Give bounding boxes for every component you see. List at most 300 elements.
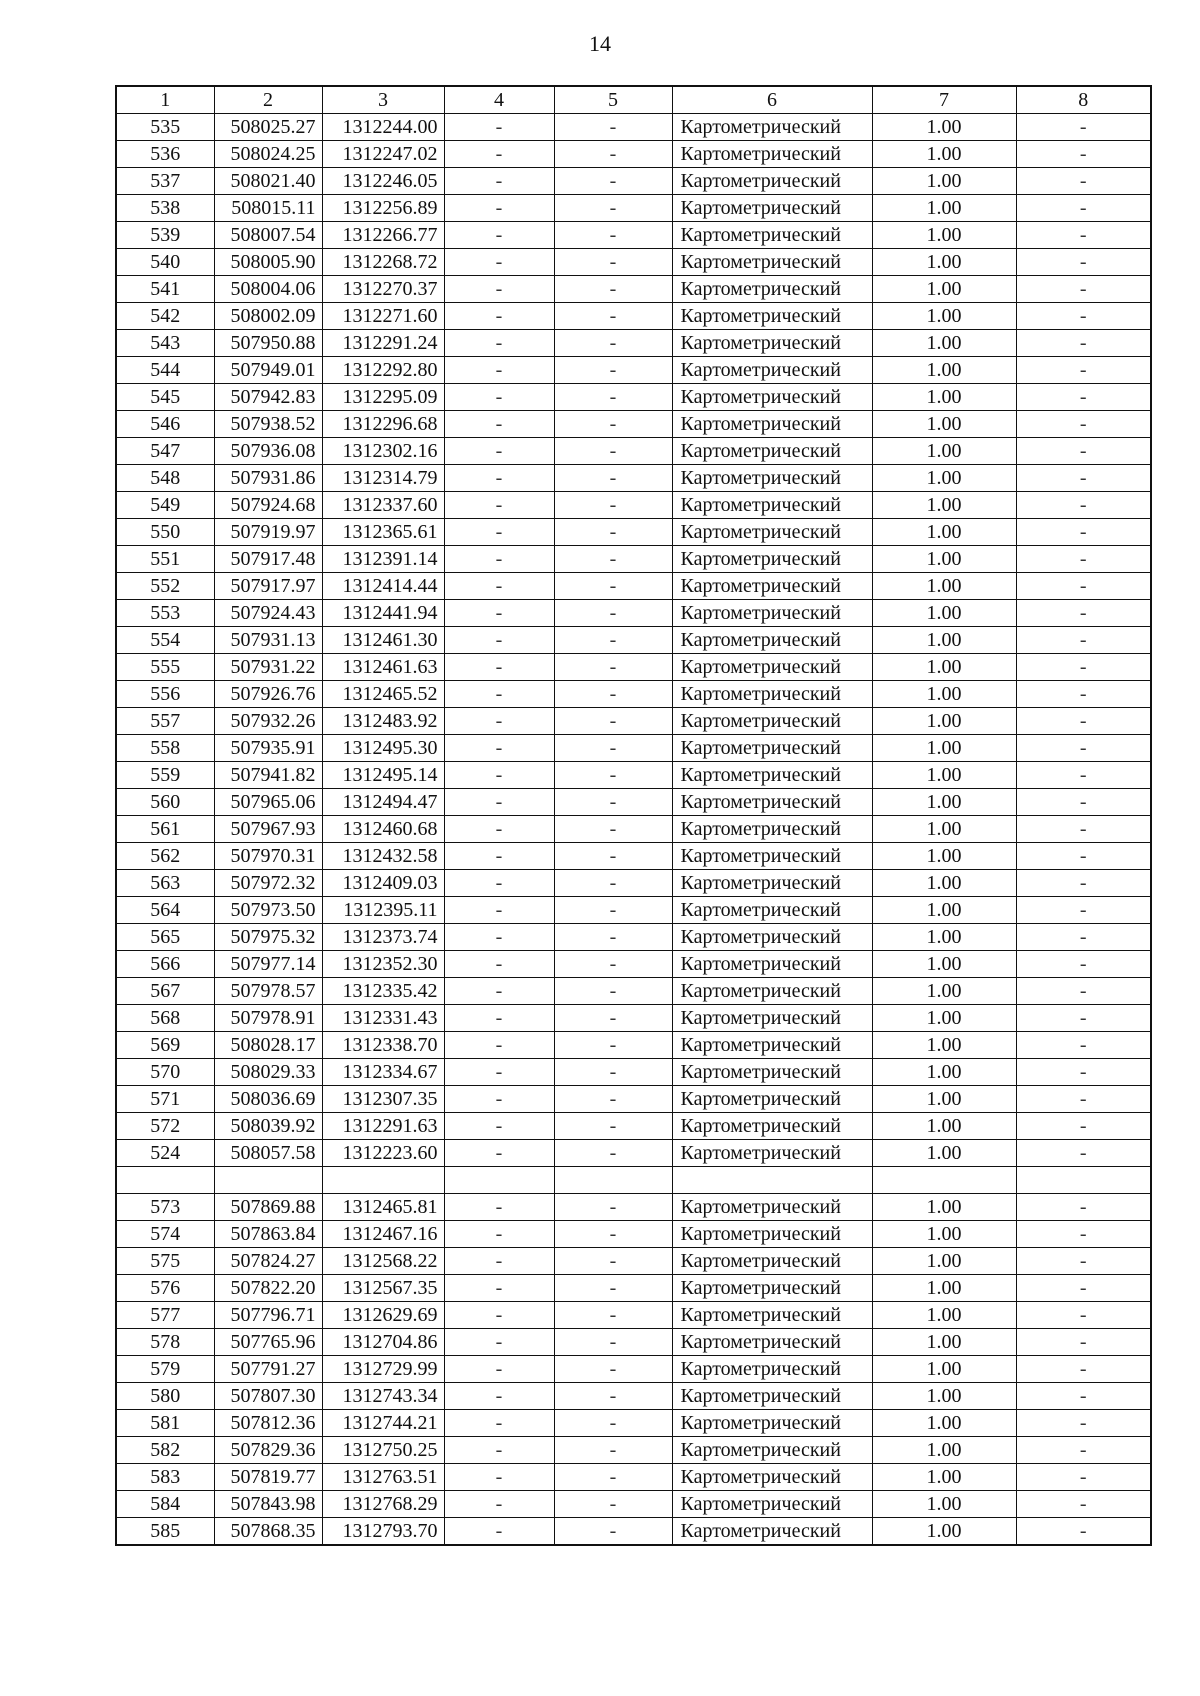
table-row bbox=[116, 951, 1151, 978]
column-4-cell: - bbox=[444, 114, 554, 141]
method-cell: Картометрический bbox=[672, 276, 872, 303]
point-number-cell: 555 bbox=[116, 654, 214, 681]
column-8-cell: - bbox=[1016, 600, 1151, 627]
y-coordinate-cell: 1312314.79 bbox=[322, 465, 444, 492]
column-5-cell: - bbox=[554, 951, 672, 978]
table-row bbox=[116, 1329, 1151, 1356]
column-8-cell: - bbox=[1016, 1005, 1151, 1032]
column-4-cell: - bbox=[444, 924, 554, 951]
x-coordinate-cell: 507970.31 bbox=[214, 843, 322, 870]
y-coordinate-cell: 1312793.70 bbox=[322, 1518, 444, 1546]
column-4-cell: - bbox=[444, 1464, 554, 1491]
accuracy-cell: 1.00 bbox=[872, 384, 1016, 411]
column-8-cell: - bbox=[1016, 870, 1151, 897]
method-cell: Картометрический bbox=[672, 1221, 872, 1248]
column-5-cell: - bbox=[554, 1302, 672, 1329]
x-coordinate-cell: 507950.88 bbox=[214, 330, 322, 357]
y-coordinate-cell: 1312768.29 bbox=[322, 1491, 444, 1518]
y-coordinate-cell: 1312494.47 bbox=[322, 789, 444, 816]
table-row bbox=[116, 168, 1151, 195]
column-8-cell: - bbox=[1016, 735, 1151, 762]
table-row bbox=[116, 1005, 1151, 1032]
y-coordinate-cell: 1312465.81 bbox=[322, 1194, 444, 1221]
table-row bbox=[116, 519, 1151, 546]
x-coordinate-cell: 507924.43 bbox=[214, 600, 322, 627]
column-4-cell: - bbox=[444, 330, 554, 357]
table-row bbox=[116, 465, 1151, 492]
method-cell: Картометрический bbox=[672, 654, 872, 681]
column-4-cell: - bbox=[444, 1059, 554, 1086]
y-coordinate-cell: 1312331.43 bbox=[322, 1005, 444, 1032]
column-8-cell: - bbox=[1016, 708, 1151, 735]
column-4-cell: - bbox=[444, 735, 554, 762]
y-coordinate-cell: 1312391.14 bbox=[322, 546, 444, 573]
method-cell: Картометрический bbox=[672, 681, 872, 708]
accuracy-cell: 1.00 bbox=[872, 465, 1016, 492]
y-coordinate-cell: 1312266.77 bbox=[322, 222, 444, 249]
point-number-cell: 566 bbox=[116, 951, 214, 978]
column-4-cell: - bbox=[444, 438, 554, 465]
point-number-cell: 539 bbox=[116, 222, 214, 249]
column-5-cell: - bbox=[554, 438, 672, 465]
point-number-cell: 579 bbox=[116, 1356, 214, 1383]
column-5-cell: - bbox=[554, 1518, 672, 1546]
page-number: 14 bbox=[589, 31, 611, 56]
column-4-cell: - bbox=[444, 1140, 554, 1167]
column-8-cell: - bbox=[1016, 276, 1151, 303]
accuracy-cell: 1.00 bbox=[872, 1113, 1016, 1140]
method-cell: Картометрический bbox=[672, 519, 872, 546]
table-row bbox=[116, 357, 1151, 384]
method-cell bbox=[672, 1167, 872, 1194]
x-coordinate-cell: 507926.76 bbox=[214, 681, 322, 708]
column-4-cell: - bbox=[444, 627, 554, 654]
y-coordinate-cell bbox=[322, 1167, 444, 1194]
table-row bbox=[116, 114, 1151, 141]
table-row bbox=[116, 1275, 1151, 1302]
accuracy-cell: 1.00 bbox=[872, 924, 1016, 951]
column-4-cell: - bbox=[444, 1113, 554, 1140]
table-row bbox=[116, 411, 1151, 438]
table-row bbox=[116, 303, 1151, 330]
table-row bbox=[116, 1032, 1151, 1059]
x-coordinate-cell: 507935.91 bbox=[214, 735, 322, 762]
column-5-cell: - bbox=[554, 978, 672, 1005]
table-row bbox=[116, 1059, 1151, 1086]
point-number-cell: 554 bbox=[116, 627, 214, 654]
accuracy-cell: 1.00 bbox=[872, 870, 1016, 897]
column-5-cell: - bbox=[554, 1113, 672, 1140]
column-4-cell: - bbox=[444, 1356, 554, 1383]
x-coordinate-cell: 507843.98 bbox=[214, 1491, 322, 1518]
column-8-cell: - bbox=[1016, 1437, 1151, 1464]
x-coordinate-cell: 507977.14 bbox=[214, 951, 322, 978]
accuracy-cell: 1.00 bbox=[872, 249, 1016, 276]
table-body bbox=[116, 114, 1151, 1546]
table-row bbox=[116, 600, 1151, 627]
point-number-cell: 524 bbox=[116, 1140, 214, 1167]
table-row bbox=[116, 195, 1151, 222]
column-5-cell: - bbox=[554, 654, 672, 681]
accuracy-cell: 1.00 bbox=[872, 114, 1016, 141]
column-4-cell bbox=[444, 1167, 554, 1194]
table-row bbox=[116, 924, 1151, 951]
accuracy-cell: 1.00 bbox=[872, 735, 1016, 762]
method-cell: Картометрический bbox=[672, 222, 872, 249]
x-coordinate-cell: 507942.83 bbox=[214, 384, 322, 411]
accuracy-cell: 1.00 bbox=[872, 708, 1016, 735]
column-5-cell: - bbox=[554, 1356, 672, 1383]
y-coordinate-cell: 1312744.21 bbox=[322, 1410, 444, 1437]
x-coordinate-cell: 507972.32 bbox=[214, 870, 322, 897]
column-5-cell: - bbox=[554, 789, 672, 816]
x-coordinate-cell: 508002.09 bbox=[214, 303, 322, 330]
column-4-cell: - bbox=[444, 951, 554, 978]
table-row bbox=[116, 654, 1151, 681]
column-8-cell: - bbox=[1016, 330, 1151, 357]
y-coordinate-cell: 1312337.60 bbox=[322, 492, 444, 519]
x-coordinate-cell bbox=[214, 1167, 322, 1194]
column-8-cell: - bbox=[1016, 1275, 1151, 1302]
method-cell: Картометрический bbox=[672, 924, 872, 951]
column-4-cell: - bbox=[444, 222, 554, 249]
x-coordinate-cell: 507973.50 bbox=[214, 897, 322, 924]
column-8-cell: - bbox=[1016, 627, 1151, 654]
point-number-cell: 568 bbox=[116, 1005, 214, 1032]
method-cell: Картометрический bbox=[672, 1059, 872, 1086]
table-row bbox=[116, 843, 1151, 870]
method-cell: Картометрический bbox=[672, 735, 872, 762]
x-coordinate-cell: 507822.20 bbox=[214, 1275, 322, 1302]
method-cell: Картометрический bbox=[672, 816, 872, 843]
point-number-cell: 560 bbox=[116, 789, 214, 816]
column-4-cell: - bbox=[444, 357, 554, 384]
accuracy-cell: 1.00 bbox=[872, 1464, 1016, 1491]
y-coordinate-cell: 1312291.24 bbox=[322, 330, 444, 357]
accuracy-cell: 1.00 bbox=[872, 1140, 1016, 1167]
column-8-cell: - bbox=[1016, 654, 1151, 681]
y-coordinate-cell: 1312704.86 bbox=[322, 1329, 444, 1356]
accuracy-cell: 1.00 bbox=[872, 978, 1016, 1005]
y-coordinate-cell: 1312483.92 bbox=[322, 708, 444, 735]
column-5-cell: - bbox=[554, 816, 672, 843]
point-number-cell: 547 bbox=[116, 438, 214, 465]
column-8-cell: - bbox=[1016, 762, 1151, 789]
column-8-cell: - bbox=[1016, 843, 1151, 870]
table-row bbox=[116, 1113, 1151, 1140]
x-coordinate-cell: 507919.97 bbox=[214, 519, 322, 546]
column-4-cell: - bbox=[444, 1491, 554, 1518]
point-number-cell: 575 bbox=[116, 1248, 214, 1275]
column-8-cell: - bbox=[1016, 303, 1151, 330]
column-5-cell: - bbox=[554, 681, 672, 708]
point-number-cell: 564 bbox=[116, 897, 214, 924]
method-cell: Картометрический bbox=[672, 1518, 872, 1546]
point-number-cell: 581 bbox=[116, 1410, 214, 1437]
accuracy-cell: 1.00 bbox=[872, 1221, 1016, 1248]
column-header-1: 1 bbox=[116, 86, 214, 114]
column-5-cell: - bbox=[554, 546, 672, 573]
x-coordinate-cell: 507967.93 bbox=[214, 816, 322, 843]
column-8-cell: - bbox=[1016, 681, 1151, 708]
x-coordinate-cell: 507931.86 bbox=[214, 465, 322, 492]
point-number-cell: 569 bbox=[116, 1032, 214, 1059]
column-header-5: 5 bbox=[554, 86, 672, 114]
column-4-cell: - bbox=[444, 1086, 554, 1113]
accuracy-cell: 1.00 bbox=[872, 1059, 1016, 1086]
method-cell: Картометрический bbox=[672, 789, 872, 816]
column-5-cell: - bbox=[554, 1410, 672, 1437]
y-coordinate-cell: 1312256.89 bbox=[322, 195, 444, 222]
column-5-cell: - bbox=[554, 708, 672, 735]
accuracy-cell: 1.00 bbox=[872, 1194, 1016, 1221]
column-5-cell: - bbox=[554, 1248, 672, 1275]
accuracy-cell: 1.00 bbox=[872, 222, 1016, 249]
table-row bbox=[116, 1464, 1151, 1491]
x-coordinate-cell: 508057.58 bbox=[214, 1140, 322, 1167]
x-coordinate-cell: 507869.88 bbox=[214, 1194, 322, 1221]
column-4-cell: - bbox=[444, 519, 554, 546]
x-coordinate-cell: 507932.26 bbox=[214, 708, 322, 735]
column-8-cell: - bbox=[1016, 978, 1151, 1005]
accuracy-cell: 1.00 bbox=[872, 195, 1016, 222]
method-cell: Картометрический bbox=[672, 1437, 872, 1464]
point-number-cell: 546 bbox=[116, 411, 214, 438]
y-coordinate-cell: 1312296.68 bbox=[322, 411, 444, 438]
column-4-cell: - bbox=[444, 411, 554, 438]
column-8-cell: - bbox=[1016, 1491, 1151, 1518]
table-row bbox=[116, 627, 1151, 654]
accuracy-cell: 1.00 bbox=[872, 600, 1016, 627]
column-8-cell: - bbox=[1016, 1464, 1151, 1491]
column-8-cell: - bbox=[1016, 114, 1151, 141]
column-5-cell: - bbox=[554, 303, 672, 330]
y-coordinate-cell: 1312247.02 bbox=[322, 141, 444, 168]
x-coordinate-cell: 508028.17 bbox=[214, 1032, 322, 1059]
column-4-cell: - bbox=[444, 1383, 554, 1410]
column-5-cell: - bbox=[554, 843, 672, 870]
column-4-cell: - bbox=[444, 708, 554, 735]
y-coordinate-cell: 1312441.94 bbox=[322, 600, 444, 627]
method-cell: Картометрический bbox=[672, 114, 872, 141]
accuracy-cell: 1.00 bbox=[872, 573, 1016, 600]
column-5-cell: - bbox=[554, 1005, 672, 1032]
column-4-cell: - bbox=[444, 1410, 554, 1437]
y-coordinate-cell: 1312743.34 bbox=[322, 1383, 444, 1410]
x-coordinate-cell: 507949.01 bbox=[214, 357, 322, 384]
column-5-cell: - bbox=[554, 1329, 672, 1356]
column-5-cell: - bbox=[554, 1059, 672, 1086]
column-8-cell: - bbox=[1016, 1302, 1151, 1329]
y-coordinate-cell: 1312307.35 bbox=[322, 1086, 444, 1113]
accuracy-cell: 1.00 bbox=[872, 897, 1016, 924]
y-coordinate-cell: 1312461.63 bbox=[322, 654, 444, 681]
method-cell: Картометрический bbox=[672, 1032, 872, 1059]
point-number-cell: 567 bbox=[116, 978, 214, 1005]
y-coordinate-cell: 1312365.61 bbox=[322, 519, 444, 546]
x-coordinate-cell: 507941.82 bbox=[214, 762, 322, 789]
column-5-cell: - bbox=[554, 1491, 672, 1518]
accuracy-cell: 1.00 bbox=[872, 141, 1016, 168]
y-coordinate-cell: 1312338.70 bbox=[322, 1032, 444, 1059]
accuracy-cell: 1.00 bbox=[872, 411, 1016, 438]
point-number-cell: 557 bbox=[116, 708, 214, 735]
point-number-cell: 562 bbox=[116, 843, 214, 870]
table-row bbox=[116, 1491, 1151, 1518]
method-cell: Картометрический bbox=[672, 1140, 872, 1167]
column-4-cell: - bbox=[444, 870, 554, 897]
x-coordinate-cell: 507978.91 bbox=[214, 1005, 322, 1032]
x-coordinate-cell: 508025.27 bbox=[214, 114, 322, 141]
column-8-cell: - bbox=[1016, 438, 1151, 465]
column-5-cell: - bbox=[554, 1221, 672, 1248]
column-5-cell bbox=[554, 1167, 672, 1194]
x-coordinate-cell: 507863.84 bbox=[214, 1221, 322, 1248]
x-coordinate-cell: 508021.40 bbox=[214, 168, 322, 195]
y-coordinate-cell: 1312292.80 bbox=[322, 357, 444, 384]
method-cell: Картометрический bbox=[672, 546, 872, 573]
point-number-cell: 577 bbox=[116, 1302, 214, 1329]
x-coordinate-cell: 507917.97 bbox=[214, 573, 322, 600]
column-8-cell: - bbox=[1016, 141, 1151, 168]
column-5-cell: - bbox=[554, 924, 672, 951]
column-5-cell: - bbox=[554, 1086, 672, 1113]
column-header-4: 4 bbox=[444, 86, 554, 114]
point-number-cell: 561 bbox=[116, 816, 214, 843]
y-coordinate-cell: 1312432.58 bbox=[322, 843, 444, 870]
column-4-cell: - bbox=[444, 1248, 554, 1275]
column-8-cell: - bbox=[1016, 573, 1151, 600]
column-4-cell: - bbox=[444, 1005, 554, 1032]
column-5-cell: - bbox=[554, 762, 672, 789]
table-separator-row bbox=[116, 1167, 1151, 1194]
table-row bbox=[116, 762, 1151, 789]
method-cell: Картометрический bbox=[672, 384, 872, 411]
point-number-cell: 573 bbox=[116, 1194, 214, 1221]
method-cell: Картометрический bbox=[672, 600, 872, 627]
x-coordinate-cell: 507936.08 bbox=[214, 438, 322, 465]
x-coordinate-cell: 507965.06 bbox=[214, 789, 322, 816]
column-5-cell: - bbox=[554, 870, 672, 897]
column-4-cell: - bbox=[444, 1194, 554, 1221]
table-row bbox=[116, 897, 1151, 924]
accuracy-cell: 1.00 bbox=[872, 168, 1016, 195]
column-4-cell: - bbox=[444, 1437, 554, 1464]
method-cell: Картометрический bbox=[672, 303, 872, 330]
accuracy-cell: 1.00 bbox=[872, 1005, 1016, 1032]
accuracy-cell: 1.00 bbox=[872, 627, 1016, 654]
table-row bbox=[116, 1518, 1151, 1546]
accuracy-cell: 1.00 bbox=[872, 1383, 1016, 1410]
accuracy-cell bbox=[872, 1167, 1016, 1194]
method-cell: Картометрический bbox=[672, 627, 872, 654]
column-5-cell: - bbox=[554, 195, 672, 222]
x-coordinate-cell: 508024.25 bbox=[214, 141, 322, 168]
method-cell: Картометрический bbox=[672, 1275, 872, 1302]
column-8-cell: - bbox=[1016, 1059, 1151, 1086]
accuracy-cell: 1.00 bbox=[872, 330, 1016, 357]
y-coordinate-cell: 1312414.44 bbox=[322, 573, 444, 600]
method-cell: Картометрический bbox=[672, 357, 872, 384]
method-cell: Картометрический bbox=[672, 141, 872, 168]
x-coordinate-cell: 507975.32 bbox=[214, 924, 322, 951]
method-cell: Картометрический bbox=[672, 249, 872, 276]
column-8-cell: - bbox=[1016, 1518, 1151, 1546]
column-4-cell: - bbox=[444, 897, 554, 924]
column-8-cell: - bbox=[1016, 384, 1151, 411]
point-number-cell: 570 bbox=[116, 1059, 214, 1086]
accuracy-cell: 1.00 bbox=[872, 816, 1016, 843]
column-4-cell: - bbox=[444, 978, 554, 1005]
x-coordinate-cell: 507819.77 bbox=[214, 1464, 322, 1491]
column-4-cell: - bbox=[444, 276, 554, 303]
column-4-cell: - bbox=[444, 384, 554, 411]
table-row bbox=[116, 438, 1151, 465]
column-4-cell: - bbox=[444, 816, 554, 843]
table-row bbox=[116, 735, 1151, 762]
point-number-cell: 544 bbox=[116, 357, 214, 384]
point-number-cell: 580 bbox=[116, 1383, 214, 1410]
table-row bbox=[116, 789, 1151, 816]
accuracy-cell: 1.00 bbox=[872, 1518, 1016, 1546]
method-cell: Картометрический bbox=[672, 168, 872, 195]
point-number-cell: 541 bbox=[116, 276, 214, 303]
coordinates-table bbox=[115, 85, 1152, 1546]
y-coordinate-cell: 1312750.25 bbox=[322, 1437, 444, 1464]
table-row bbox=[116, 222, 1151, 249]
column-4-cell: - bbox=[444, 1221, 554, 1248]
column-4-cell: - bbox=[444, 195, 554, 222]
column-5-cell: - bbox=[554, 1032, 672, 1059]
column-8-cell: - bbox=[1016, 195, 1151, 222]
table-row bbox=[116, 978, 1151, 1005]
column-5-cell: - bbox=[554, 330, 672, 357]
column-5-cell: - bbox=[554, 276, 672, 303]
method-cell: Картометрический bbox=[672, 1491, 872, 1518]
column-5-cell: - bbox=[554, 627, 672, 654]
point-number-cell: 585 bbox=[116, 1518, 214, 1546]
accuracy-cell: 1.00 bbox=[872, 276, 1016, 303]
x-coordinate-cell: 508039.92 bbox=[214, 1113, 322, 1140]
column-8-cell: - bbox=[1016, 1032, 1151, 1059]
column-header-3: 3 bbox=[322, 86, 444, 114]
column-5-cell: - bbox=[554, 600, 672, 627]
column-8-cell: - bbox=[1016, 411, 1151, 438]
column-header-2: 2 bbox=[214, 86, 322, 114]
column-8-cell: - bbox=[1016, 951, 1151, 978]
column-4-cell: - bbox=[444, 546, 554, 573]
column-8-cell: - bbox=[1016, 1248, 1151, 1275]
accuracy-cell: 1.00 bbox=[872, 1410, 1016, 1437]
column-4-cell: - bbox=[444, 168, 554, 195]
point-number-cell: 535 bbox=[116, 114, 214, 141]
column-5-cell: - bbox=[554, 249, 672, 276]
point-number-cell: 548 bbox=[116, 465, 214, 492]
point-number-cell: 542 bbox=[116, 303, 214, 330]
method-cell: Картометрический bbox=[672, 870, 872, 897]
table-row bbox=[116, 1140, 1151, 1167]
y-coordinate-cell: 1312465.52 bbox=[322, 681, 444, 708]
point-number-cell: 583 bbox=[116, 1464, 214, 1491]
y-coordinate-cell: 1312302.16 bbox=[322, 438, 444, 465]
method-cell: Картометрический bbox=[672, 1383, 872, 1410]
table-row bbox=[116, 1194, 1151, 1221]
y-coordinate-cell: 1312271.60 bbox=[322, 303, 444, 330]
x-coordinate-cell: 508029.33 bbox=[214, 1059, 322, 1086]
table-row bbox=[116, 546, 1151, 573]
table-row bbox=[116, 1383, 1151, 1410]
column-8-cell: - bbox=[1016, 1329, 1151, 1356]
